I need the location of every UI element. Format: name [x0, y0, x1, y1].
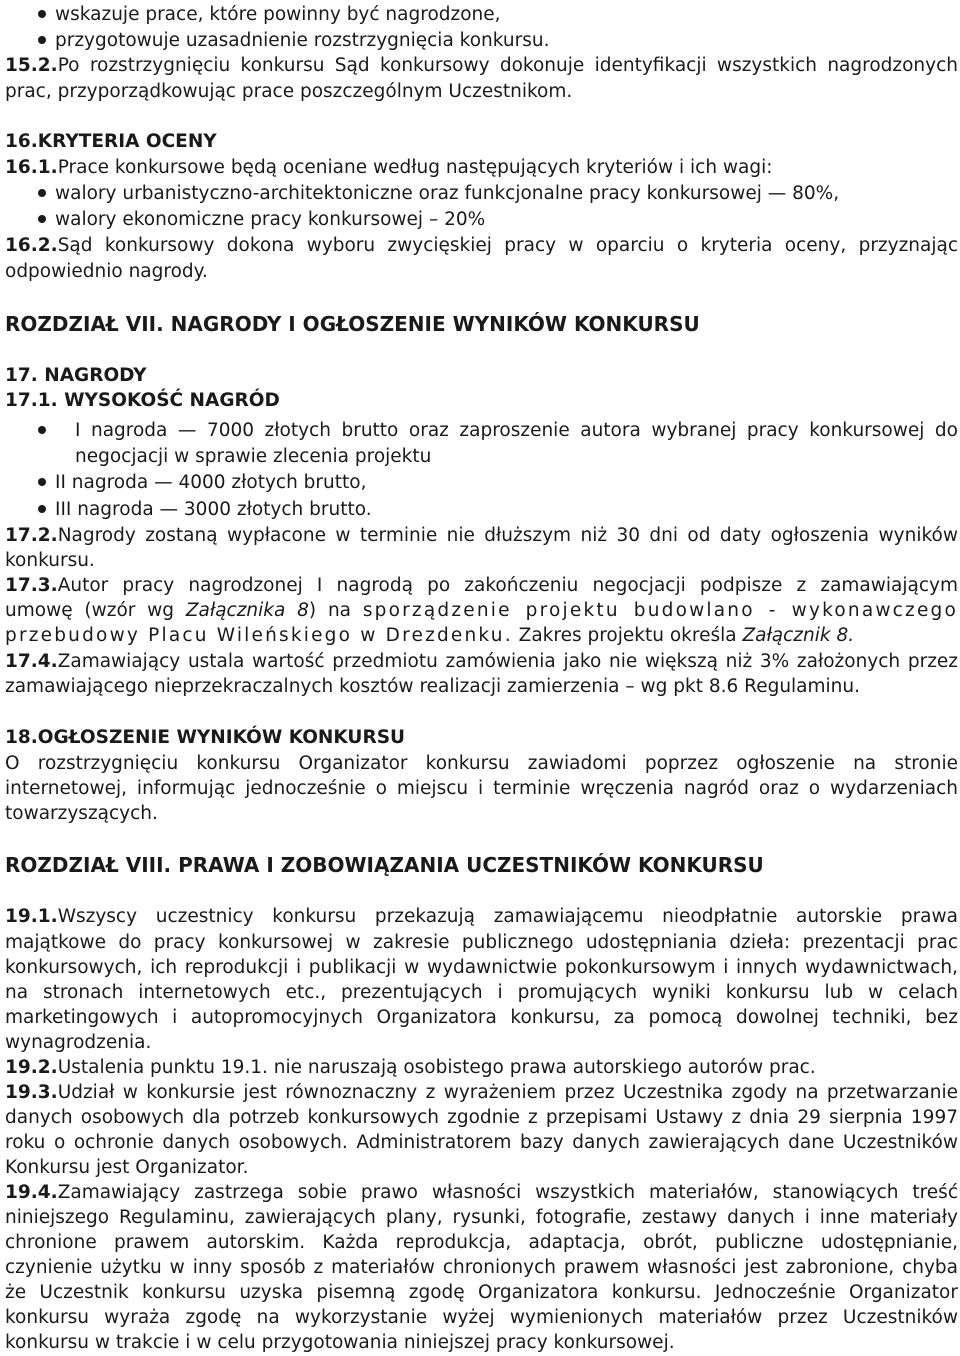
- section-number: 17.2.: [5, 525, 58, 546]
- paragraph-19-1-line: konkursowych, ich reprodukcji i publikacji w wydawnictwie pokonkursowym i innych wydawnictwach,: [5, 957, 958, 978]
- bullet-icon: [38, 189, 46, 197]
- paragraph-19-3-line: danych osobowych dla potrzeb konkursowych zgodnie z przepisami Ustawy z dnia 29 sierpnia 1997: [5, 1107, 958, 1128]
- bullet-icon: [38, 10, 46, 18]
- paragraph-19-3-line: 19.3.Udział w konkursie jest równoznaczny z wyrażeniem przez Uczestnika zgody na przetwarzanie: [5, 1082, 958, 1103]
- paragraph-17-3-line: umowę (wzór wg Załącznika 8) na sporządzenie projektu budowlano - wykonawczego: [5, 600, 959, 621]
- section-heading-16: 16.KRYTERIA OCENY: [5, 131, 217, 152]
- paragraph-19-4-line: 19.4.Zamawiający zastrzega sobie prawo własności wszystkich materiałów, stanowiących treść: [5, 1182, 958, 1203]
- section-heading-17: 17. NAGRODY: [5, 365, 147, 386]
- chapter-heading-7: ROZDZIAŁ VII. NAGRODY I OGŁOSZENIE WYNIKÓW KONKURSU: [5, 312, 700, 336]
- paragraph-19-4-line: że Uczestnik konkursu uzyska pisemną zgodę Organizatora konkursu. Jednocześnie Organizator: [5, 1282, 958, 1303]
- paragraph-19-3-line: roku o ochronie danych osobowych. Administratorem bazy danych zawierających dane Uczestników: [5, 1132, 958, 1153]
- paragraph-19-1-line: na stronach internetowych etc., prezentujących i promujących wyniki konkursu lub w celach: [5, 982, 958, 1003]
- section-number: 16.1.: [5, 157, 58, 178]
- paragraph-18-line: internetowej, informując jednocześnie o miejscu i terminie wręczenia nagród oraz o wydarzeniach: [5, 778, 958, 799]
- list-item: III nagroda — 3000 złotych brutto.: [55, 499, 372, 520]
- section-number: 17.4.: [5, 651, 58, 672]
- attachment-reference: Załącznik 8.: [742, 625, 855, 646]
- section-number: 19.2.: [5, 1057, 58, 1078]
- section-heading-17-1: 17.1. WYSOKOŚĆ NAGRÓD: [5, 390, 280, 411]
- paragraph-17-4-line: zamawiającego nieprzekraczalnych kosztów realizacji zamierzenia – wg pkt 8.6 Regulaminu.: [5, 676, 861, 697]
- bullet-icon: [38, 426, 46, 434]
- paragraph-17-2-line: 17.2.Nagrody zostaną wypłacone w terminie nie dłuższym niż 30 dni od daty ogłoszenia wyników: [5, 525, 958, 546]
- section-number: 15.2.: [5, 55, 58, 76]
- section-number: 19.3.: [5, 1082, 58, 1103]
- paragraph-17-2-line: konkursu.: [5, 550, 95, 571]
- paragraph-19-1-line: marketingowych i autopromocyjnych Organizatora konkursu, za pomocą dowolnej techniki, bez: [5, 1007, 958, 1028]
- bullet-icon: [38, 36, 46, 44]
- attachment-reference: Załącznika 8: [185, 600, 309, 621]
- paragraph-16-2-line: odpowiednio nagrody.: [5, 261, 208, 282]
- paragraph-19-4-line: konkursu wyraża zgodę na wykorzystanie wyżej wymienionych materiałów przez Uczestników: [5, 1307, 958, 1328]
- section-heading-18: 18.OGŁOSZENIE WYNIKÓW KONKURSU: [5, 727, 406, 748]
- paragraph-16-2-line: 16.2.Sąd konkursowy dokona wyboru zwycięskiej pracy w oparciu o kryteria oceny, przyznając: [5, 235, 958, 256]
- bullet-icon: [38, 215, 46, 223]
- list-item: walory urbanistyczno-architektoniczne oraz funkcjonalne pracy konkursowej — 80%,: [55, 183, 840, 204]
- paragraph-17-3-line: 17.3.Autor pracy nagrodzonej I nagrodą po zakończeniu negocjacji podpisze z zamawiającym: [5, 575, 958, 596]
- paragraph-19-2-line: 19.2.Ustalenia punktu 19.1. nie naruszają osobistego prawa autorskiego autorów prac.: [5, 1057, 816, 1078]
- paragraph-16-1-line: 16.1.Prace konkursowe będą oceniane według następujących kryteriów i ich wagi:: [5, 157, 773, 178]
- paragraph-19-4-line: konkursu w trakcie i w celu przygotowania niniejszej pracy konkursowej.: [5, 1332, 675, 1353]
- paragraph-15-2-line: prac, przyporządkowując prace poszczególnym Uczestnikom.: [5, 81, 573, 102]
- section-number: 16.2.: [5, 235, 58, 256]
- paragraph-19-3-line: Konkursu jest Organizator.: [5, 1157, 249, 1178]
- paragraph-18-line: towarzyszących.: [5, 803, 158, 824]
- paragraph-19-1-line: wynagrodzenia.: [5, 1032, 152, 1053]
- paragraph-17-4-line: 17.4.Zamawiający ustala wartość przedmiotu zamówienia jako nie większą niż 3% założonych przez: [5, 651, 958, 672]
- section-number: 17.3.: [5, 575, 58, 596]
- paragraph-19-4-line: chronione prawem autorskim. Każda reprodukcja, adaptacja, obrót, publiczne udostępnianie,: [5, 1232, 958, 1253]
- paragraph-15-2-line: 15.2.Po rozstrzygnięciu konkursu Sąd konkursowy dokonuje identyfikacji wszystkich nagrodzonych: [5, 55, 958, 76]
- paragraph-19-4-line: czynienie użytku w inny sposób z materiałów chronionych prawem własności jest zabronione, chyba: [5, 1257, 958, 1278]
- bullet-icon: [38, 505, 46, 513]
- list-item: negocjacji w sprawie zlecenia projektu: [75, 446, 432, 467]
- paragraph-19-4-line: niniejszego Regulaminu, zawierających plany, rysunki, fotografie, zestawy danych i inne materiały: [5, 1207, 958, 1228]
- list-item: II nagroda — 4000 złotych brutto,: [55, 472, 367, 493]
- paragraph-19-1-line: majątkowe do pracy konkursowej w zakresie publicznego udostępniania dzieła: prezentacji prac: [5, 932, 958, 953]
- list-item: I nagroda — 7000 złotych brutto oraz zaproszenie autora wybranej pracy konkursowej do: [75, 420, 958, 441]
- list-item: walory ekonomiczne pracy konkursowej – 20%: [55, 209, 486, 230]
- list-item: przygotowuje uzasadnienie rozstrzygnięcia konkursu.: [55, 30, 550, 51]
- section-number: 19.1.: [5, 906, 58, 927]
- list-item: wskazuje prace, które powinny być nagrodzone,: [55, 4, 501, 25]
- paragraph-18-line: O rozstrzygnięciu konkursu Organizator konkursu zawiadomi poprzez ogłoszenie na stronie: [5, 753, 958, 774]
- paragraph-19-1-line: 19.1.Wszyscy uczestnicy konkursu przekazują zamawiającemu nieodpłatnie autorskie prawa: [5, 906, 958, 927]
- paragraph-17-3-line: przebudowy Placu Wileńskiego w Drezdenku. Zakres projektu określa Załącznik 8.: [5, 625, 855, 646]
- chapter-heading-8: ROZDZIAŁ VIII. PRAWA I ZOBOWIĄZANIA UCZESTNIKÓW KONKURSU: [5, 853, 764, 877]
- bullet-icon: [38, 478, 46, 486]
- section-number: 19.4.: [5, 1182, 58, 1203]
